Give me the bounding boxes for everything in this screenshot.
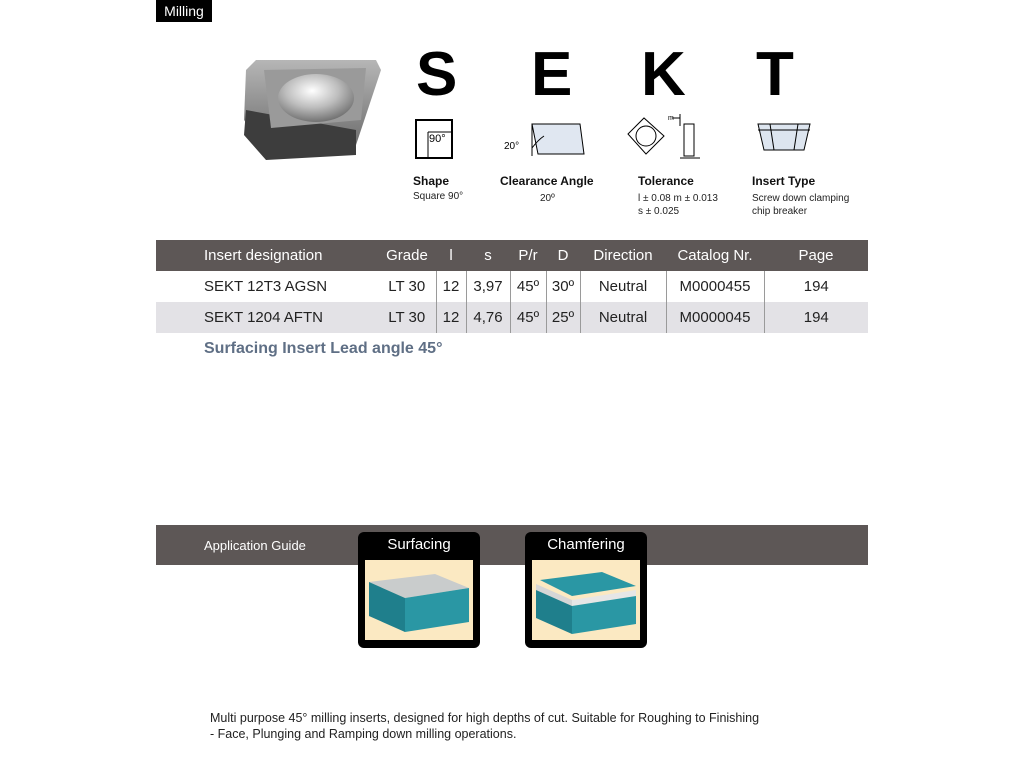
code-letter-type: T	[756, 40, 794, 109]
surfacing-block-icon	[365, 560, 473, 640]
description-line-2: - Face, Plunging and Ramping down milling operations.	[210, 727, 517, 741]
header-page: Page	[764, 240, 868, 271]
cell-catalog: M0000045	[666, 302, 764, 333]
attribute-title-shape: Shape	[413, 174, 450, 188]
cell-designation: SEKT 12T3 AGSN	[156, 271, 378, 302]
insert-product-image	[236, 50, 386, 170]
attribute-value-clearance: 20º	[540, 193, 555, 204]
header-designation: Insert designation	[156, 240, 378, 271]
cell-designation: SEKT 1204 AFTN	[156, 302, 378, 333]
cell-d: 25º	[546, 302, 580, 333]
attribute-value-tolerance-1: l ± 0.08 m ± 0.013	[638, 193, 718, 204]
header-direction: Direction	[580, 240, 666, 271]
header-grade: Grade	[378, 240, 436, 271]
chamfering-block-icon	[532, 560, 640, 640]
cell-pr: 45º	[510, 271, 546, 302]
attribute-title-tolerance: Tolerance	[638, 174, 694, 188]
product-description	[210, 710, 850, 742]
insert-table	[156, 240, 868, 333]
code-letter-tolerance: K	[641, 40, 686, 109]
attribute-value-tolerance-2: s ± 0.025	[638, 206, 680, 217]
application-guide-label: Application Guide	[204, 538, 306, 553]
cell-d: 30º	[546, 271, 580, 302]
table-row	[156, 302, 868, 333]
header-s: s	[466, 240, 510, 271]
cell-page: 194	[764, 271, 868, 302]
tolerance-m-label: m	[668, 115, 674, 122]
cell-direction: Neutral	[580, 302, 666, 333]
application-card-surfacing	[358, 532, 480, 648]
attribute-value-insert-type-2: chip breaker	[752, 206, 808, 217]
attribute-value-insert-type-1: Screw down clamping	[752, 193, 850, 204]
square-shape-icon	[414, 118, 454, 160]
cell-l: 12	[436, 271, 466, 302]
attribute-value-shape: Square 90°	[413, 191, 464, 202]
attribute-title-insert-type: Insert Type	[752, 174, 816, 188]
header-catalog: Catalog Nr.	[666, 240, 764, 271]
note-title: Surfacing Insert Lead angle 45°	[204, 340, 443, 357]
table-row	[156, 271, 868, 302]
clearance-angle-label: 20°	[504, 141, 520, 152]
clearance-angle-icon	[502, 118, 586, 160]
insert-type-icon	[756, 120, 812, 156]
category-tag: Milling	[156, 0, 212, 22]
card-label-chamfering: Chamfering	[547, 536, 625, 553]
cell-l: 12	[436, 302, 466, 333]
description-line-1: Multi purpose 45° milling inserts, designed for high depths of cut. Suitable for Roughing to Finishing	[210, 711, 760, 725]
cell-catalog: M0000455	[666, 271, 764, 302]
cell-s: 3,97	[466, 271, 510, 302]
header-l: l	[436, 240, 466, 271]
cell-grade: LT 30	[378, 271, 436, 302]
code-letter-clearance: E	[531, 40, 573, 109]
cell-pr: 45º	[510, 302, 546, 333]
card-label-surfacing: Surfacing	[387, 536, 451, 553]
header-d: D	[546, 240, 580, 271]
cell-page: 194	[764, 302, 868, 333]
shape-angle-label: 90°	[429, 133, 446, 145]
code-letter-shape: S	[416, 40, 458, 109]
cell-direction: Neutral	[580, 271, 666, 302]
cell-s: 4,76	[466, 302, 510, 333]
header-pr: P/r	[510, 240, 546, 271]
cell-grade: LT 30	[378, 302, 436, 333]
attribute-title-clearance: Clearance Angle	[500, 174, 594, 188]
table-header-row	[156, 240, 868, 271]
application-card-chamfering	[525, 532, 647, 648]
tolerance-icon	[624, 112, 706, 160]
